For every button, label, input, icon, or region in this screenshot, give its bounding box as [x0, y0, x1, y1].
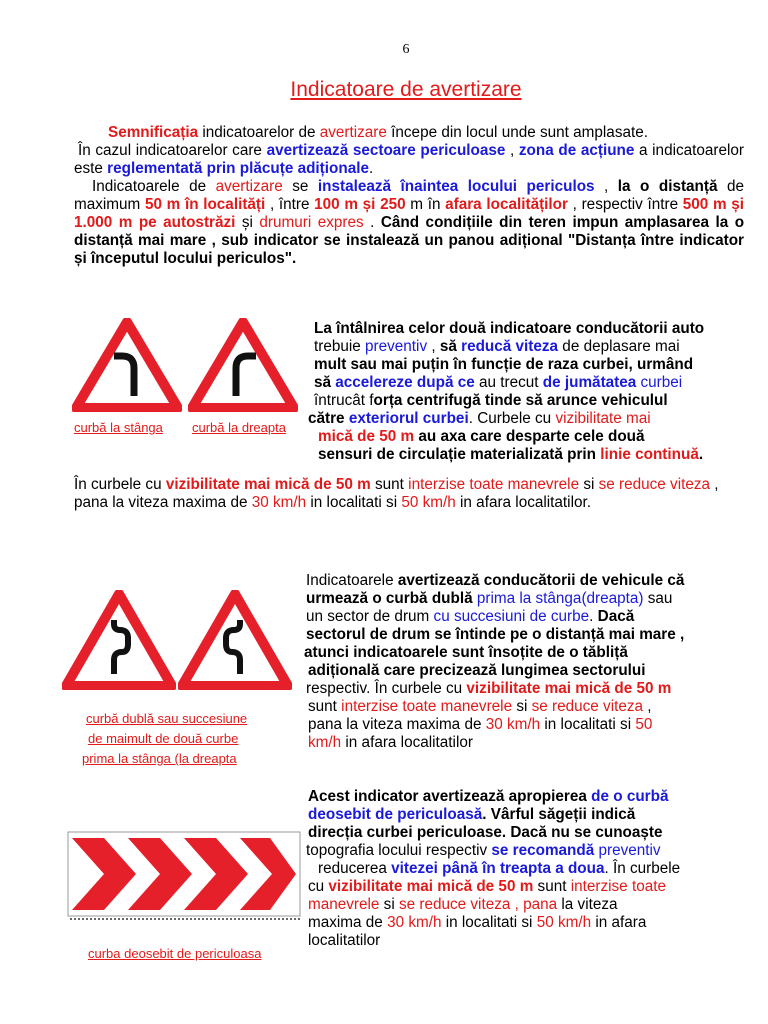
section1-paragraph	[74, 476, 744, 512]
text-span: Acest indicator avertizează apropierea	[308, 788, 592, 805]
text-span: sunt	[308, 698, 342, 715]
text-span: interzise toate manevrele	[408, 476, 580, 493]
section3-line	[308, 878, 744, 896]
text-span: avertizează sectoare periculoase	[266, 142, 506, 159]
text-span: 30 km/h	[485, 716, 541, 733]
text-span: drumuri expres	[259, 214, 364, 231]
text-span: in localitati si	[540, 716, 636, 733]
section1-line	[314, 356, 746, 374]
text-span: vizibilitate mai mică de 50 m	[328, 878, 534, 895]
text-span: un sector de drum	[306, 608, 434, 625]
text-span: de deplasare mai	[558, 338, 680, 355]
text-span: să	[439, 338, 462, 355]
text-span: , pana la viteza maxima de	[74, 476, 719, 511]
text-span: 500 m și 1.000 m pe autostrăzi	[74, 196, 744, 231]
text-span: topografia locului respectiv	[306, 842, 492, 859]
section3-line	[308, 824, 744, 842]
text-span: .	[589, 608, 598, 625]
text-span: .	[368, 160, 374, 177]
section3-line	[306, 842, 744, 860]
text-span: ,	[594, 178, 618, 195]
section1-line	[318, 446, 746, 464]
text-span: mică de 50 m	[318, 428, 415, 445]
curve-left-sign	[72, 318, 182, 412]
text-span: avertizare	[215, 178, 283, 195]
text-span: ,	[505, 142, 519, 159]
text-span: se reduce viteza	[598, 476, 711, 493]
text-span: urmează o curbă dublă	[306, 590, 477, 607]
intro-paragraph-3	[74, 178, 744, 268]
text-span: cu succesiuni de curbe	[433, 608, 590, 625]
section3-line	[308, 788, 744, 806]
text-span: indicatoarelor de	[198, 124, 320, 141]
text-span: reducă viteza	[461, 338, 559, 355]
text-span: adițională care precizează lungimea sectorului	[308, 662, 646, 679]
text-span: accelereze după ce	[335, 374, 475, 391]
text-span: pana la viteza maxima de	[308, 716, 486, 733]
text-span: 50 km/h	[401, 494, 456, 511]
text-span: .	[698, 446, 704, 463]
text-span: prima la stânga(dreapta)	[476, 590, 644, 607]
section1-line	[314, 392, 746, 410]
section2-line	[308, 698, 746, 716]
section1-line	[314, 338, 746, 356]
text-span: ,	[427, 338, 440, 355]
text-span: linie continuă	[600, 446, 699, 463]
section1-line	[308, 410, 746, 428]
text-span: sectorul de drum se întinde pe o distanță mai mare ,	[306, 626, 685, 643]
section2-text	[302, 572, 746, 752]
text-span: vizibilitate mai mică de 50 m	[165, 476, 371, 493]
text-span: întrucât f	[314, 392, 374, 409]
text-span: 50 m în localități	[144, 196, 266, 213]
section3-line	[308, 932, 744, 950]
intro-text	[74, 124, 744, 268]
section3-line	[318, 860, 744, 878]
text-span: orța centrifugă tinde să arunce vehiculul	[373, 392, 668, 409]
text-span: ,	[510, 896, 524, 913]
text-span: Indicatoarele	[306, 572, 398, 589]
text-span: începe din locul unde sunt amplasate.	[386, 124, 648, 141]
text-span: se reduce viteza	[531, 698, 644, 715]
section1-line	[314, 374, 746, 392]
caption-chevron: curba deosebit de periculoasa	[88, 946, 262, 961]
text-span: km/h	[308, 734, 342, 751]
text-span: Când condițiile din teren impun amplasarea la o distanță mai mare , sub indicator se instalează un panou adițional "Distanța între indicator și începutul locului periculos".	[74, 214, 745, 267]
text-span: deosebit de periculoasă	[308, 806, 483, 823]
chevron-board-sign	[66, 830, 302, 920]
curve-right-sign-icon	[188, 318, 298, 412]
text-span: de o curbă	[591, 788, 669, 805]
intro-paragraph-1	[74, 124, 744, 142]
text-span: direcția curbei periculoase. Dacă nu se cunoaște	[308, 824, 663, 841]
text-span: sensuri de circulație materializată prin	[318, 446, 601, 463]
text-span: . Vârful săgeții indică	[482, 806, 636, 823]
text-span: preventiv	[365, 338, 428, 355]
double-curve-right-sign	[178, 590, 292, 690]
section2-line	[306, 608, 746, 626]
text-span: localitatilor	[308, 932, 381, 949]
text-span: , între	[265, 196, 315, 213]
text-span: să	[314, 374, 336, 391]
section3-line	[308, 806, 744, 824]
section3-line	[308, 896, 744, 914]
text-span: avertizează conducătorii de vehicule că	[397, 572, 685, 589]
text-span: Dacă	[597, 608, 635, 625]
text-span: in localitati si	[441, 914, 537, 931]
text-span: de maximum	[74, 178, 744, 213]
text-span: În cazul indicatoarelor care	[78, 142, 267, 159]
text-span: exteriorul curbei	[348, 410, 469, 427]
text-span: reducerea	[318, 860, 392, 877]
section2-line	[306, 680, 746, 698]
caption-double-curve-1: curbă dublă sau succesiune	[86, 711, 248, 726]
text-span: si	[579, 476, 599, 493]
text-span: . Curbele cu	[468, 410, 556, 427]
double-curve-left-sign	[62, 590, 176, 690]
text-span: trebuie	[314, 338, 366, 355]
text-span: cu	[308, 878, 329, 895]
section2-line	[308, 734, 746, 752]
text-span: in afara localitatilor	[341, 734, 473, 751]
text-span: vizibilitate mai	[555, 410, 651, 427]
section2-line	[308, 662, 746, 680]
text-span: reglementată prin plăcuțe adiționale	[107, 160, 369, 177]
text-span: la o distanță	[617, 178, 718, 195]
text-span: se reduce viteza	[398, 896, 511, 913]
double-curve-left-sign-icon	[62, 590, 176, 690]
caption-curve-left: curbă la stânga	[74, 420, 163, 435]
text-span: , respectiv între	[567, 196, 683, 213]
text-span: la viteza	[557, 896, 618, 913]
text-span: se	[282, 178, 318, 195]
text-span: pana	[523, 896, 558, 913]
caption-curve-right: curbă la dreapta	[192, 420, 286, 435]
text-span: m în	[405, 196, 446, 213]
section1-line	[318, 428, 746, 446]
page-title: Indicatoare de avertizare	[290, 78, 522, 101]
text-span: au axa care desparte cele două	[414, 428, 645, 445]
text-span: avertizare	[319, 124, 387, 141]
double-curve-right-sign-icon	[178, 590, 292, 690]
text-span: sunt	[533, 878, 571, 895]
text-span: si	[379, 896, 399, 913]
intro-paragraph-2	[74, 142, 744, 178]
text-span: in afara localitatilor.	[455, 494, 591, 511]
text-span: afara localităților	[445, 196, 568, 213]
section3-line	[308, 914, 744, 932]
text-span: preventiv	[598, 842, 661, 859]
section2-line	[306, 626, 746, 644]
text-span: manevrele	[308, 896, 380, 913]
section2-line	[304, 644, 746, 662]
text-span: a indicatoarelor este	[74, 142, 744, 177]
text-span: În curbele cu	[74, 476, 166, 493]
section1-text	[306, 320, 746, 464]
text-span: 100 m și 250	[314, 196, 406, 213]
caption-double-curve-3: prima la stânga (la dreapta	[82, 751, 237, 766]
text-span: se recomandă	[491, 842, 595, 859]
text-span: interzise toate	[570, 878, 666, 895]
text-span: 30 km/h	[387, 914, 442, 931]
section2-line	[308, 716, 746, 734]
text-span: ,	[643, 698, 652, 715]
text-span: in afara	[591, 914, 647, 931]
text-span: 50	[635, 716, 653, 733]
text-span: Semnificația	[108, 124, 199, 141]
text-span: instalează înaintea locului periculos	[317, 178, 595, 195]
section3-text	[304, 788, 744, 950]
section2-line	[306, 590, 746, 608]
text-span: de jumătatea	[542, 374, 637, 391]
text-span: maxima de	[308, 914, 388, 931]
chevron-board-icon	[66, 830, 302, 920]
text-span: și	[235, 214, 260, 231]
curve-right-sign	[188, 318, 298, 412]
caption-double-curve-2: de maimult de două curbe	[88, 731, 239, 746]
text-span: Indicatoarele de	[92, 178, 216, 195]
text-span: in localitati si	[306, 494, 402, 511]
text-span: atunci indicatoarele sunt însoțite de o tăbliță	[304, 644, 628, 661]
text-span: zona de acțiune	[518, 142, 635, 159]
text-span: către	[308, 410, 349, 427]
section1-line	[314, 320, 746, 338]
text-span: sunt	[370, 476, 409, 493]
text-span: .	[363, 214, 381, 231]
text-span: si	[512, 698, 532, 715]
text-span: 50 km/h	[536, 914, 592, 931]
text-span: vitezei până în treapta a doua	[391, 860, 605, 877]
text-span: au trecut	[474, 374, 543, 391]
section1-bottom-text	[74, 476, 744, 512]
text-span: sau	[643, 590, 673, 607]
curve-left-sign-icon	[72, 318, 182, 412]
text-span: interzise toate manevrele	[341, 698, 513, 715]
section2-line	[306, 572, 746, 590]
text-span: vizibilitate mai mică de 50 m	[466, 680, 672, 697]
text-span: La întâlnirea celor două indicatoare conducătorii auto	[314, 320, 705, 337]
page-number: 6	[402, 42, 410, 57]
text-span: respectiv. În curbele cu	[306, 680, 467, 697]
text-span: 30 km/h	[251, 494, 307, 511]
text-span: mult sau mai puțin în funcție de raza curbei, urmând	[314, 356, 694, 373]
text-span: . În curbele	[604, 860, 681, 877]
text-span: curbei	[640, 374, 683, 391]
chevron-board-smudge	[70, 918, 300, 924]
